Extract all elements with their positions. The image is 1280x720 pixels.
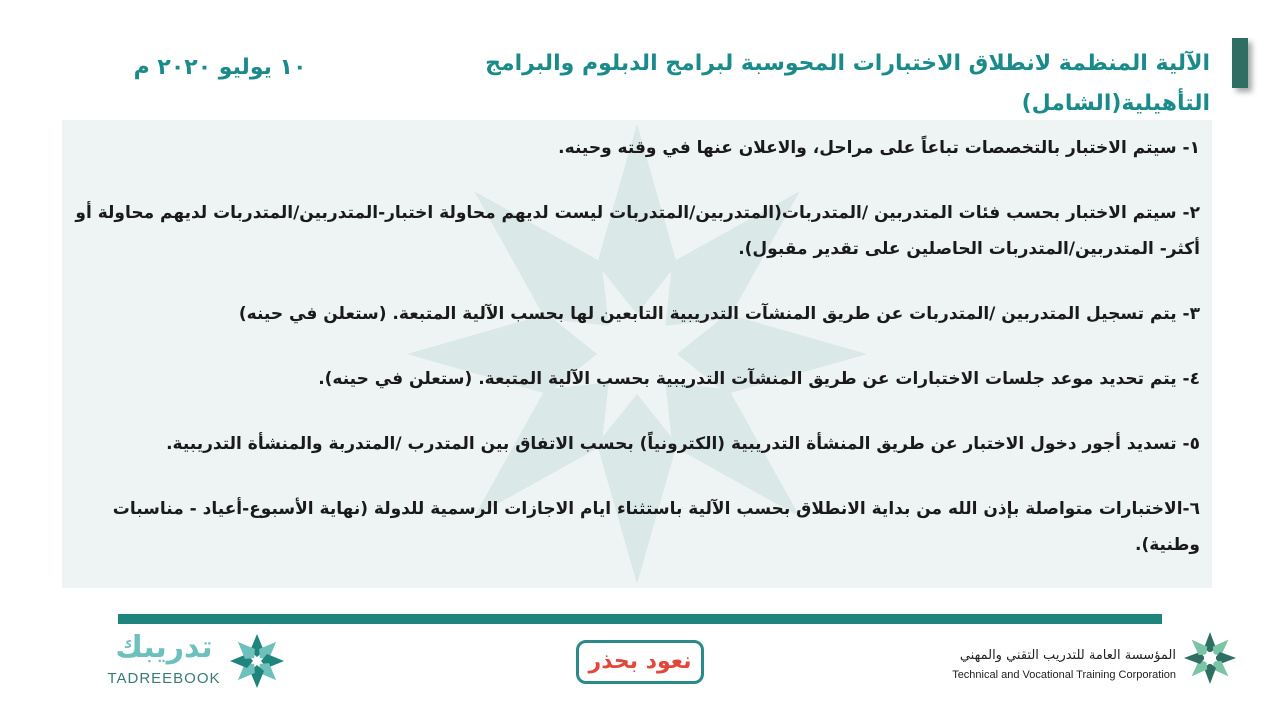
tvtc-emblem-icon <box>1180 630 1240 690</box>
corner-decoration <box>1232 38 1248 88</box>
list-item: ٣- يتم تسجيل المتدربين /المتدربات عن طريق المنشآت التدريبية التابعين لها بحسب الآلية المتبعة. (ستعلن في حينه) <box>238 304 1200 324</box>
tadreebook-latin-name: TADREEBOOK <box>107 670 221 687</box>
tvtc-arabic-name: المؤسسة العامة للتدريب التقني والمهني <box>959 648 1176 663</box>
list-item: ٦-الاختبارات متواصلة بإذن الله من بداية الانطلاق بحسب الآلية باستثناء ايام الاجازات الرسمية للدولة (نهاية الأسبوع-أعياد - مناسبات وطنية). <box>112 499 1200 555</box>
tvtc-english-name: Technical and Vocational Training Corporation <box>952 669 1176 681</box>
content-panel <box>62 120 1212 588</box>
page-date: ١٠ يوليو ٢٠٢٠ م <box>133 55 307 80</box>
list-item: ١- سيتم الاختبار بالتخصصات تباعاً على مراحل، والاعلان عنها في وقته وحينه. <box>558 138 1200 158</box>
list-item: ٤- يتم تحديد موعد جلسات الاختبارات عن طريق المنشآت التدريبية بحسب الآلية المتبعة. (ستعلن في حينه). <box>318 369 1200 389</box>
footer-divider <box>118 614 1162 624</box>
page-title: الآلية المنظمة لانطلاق الاختبارات المحوسبة لبرامج الدبلوم والبرامج التأهيلية(الشامل) <box>485 51 1210 116</box>
campaign-badge <box>576 640 704 684</box>
tadreebook-logo <box>98 630 298 692</box>
list-item: ٥- تسديد أجور دخول الاختبار عن طريق المنشأة التدريبية (الكترونياً) بحسب الاتفاق بين المتدرب /المتدربة والمنشأة التدريبية. <box>166 434 1200 454</box>
campaign-label: نعود بحذر <box>588 649 692 674</box>
conditions-list <box>72 130 1200 588</box>
tadreebook-arabic-name: تدريبك <box>115 630 213 665</box>
list-item: ٢- سيتم الاختبار بحسب فئات المتدربين /المتدربات(المتدربين/المتدربات ليست لديهم محاولة اختبار-المتدربين/المتدربات لديهم محاولة أو أكثر- المتدربين/المتدربات الحاصلين على تقدير مقبول). <box>75 203 1200 259</box>
teal-star-icon <box>228 632 286 690</box>
tvtc-logo <box>946 628 1246 692</box>
